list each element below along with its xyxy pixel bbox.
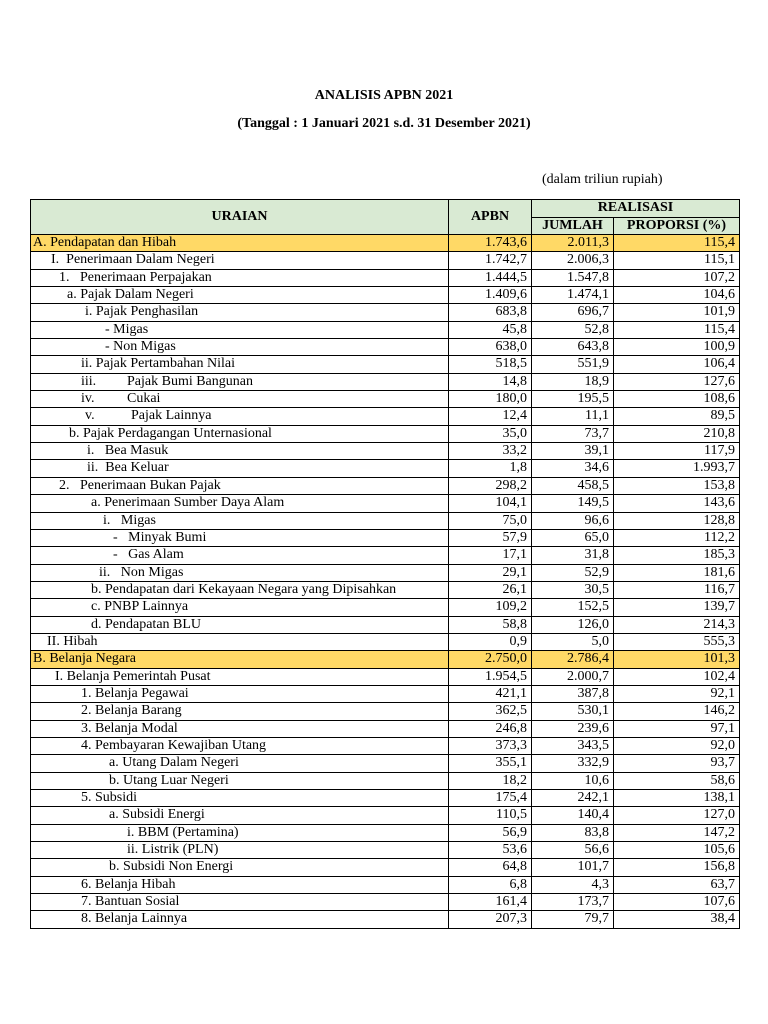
- cell-proporsi: 101,3: [614, 651, 740, 668]
- cell-proporsi: 156,8: [614, 859, 740, 876]
- row-label: 3. Belanja Modal: [81, 720, 178, 736]
- cell-proporsi: 555,3: [614, 633, 740, 650]
- row-label-cell: [31, 807, 449, 824]
- cell-apbn: 14,8: [449, 373, 532, 390]
- cell-proporsi: 108,6: [614, 391, 740, 408]
- cell-jumlah: 242,1: [532, 790, 614, 807]
- cell-apbn: 355,1: [449, 755, 532, 772]
- table-row: [31, 425, 740, 442]
- row-label-cell: [31, 599, 449, 616]
- cell-jumlah: 126,0: [532, 616, 614, 633]
- cell-proporsi: 38,4: [614, 911, 740, 928]
- row-label: a. Pajak Dalam Negeri: [67, 287, 194, 303]
- table-row: [31, 391, 740, 408]
- cell-apbn: 75,0: [449, 512, 532, 529]
- row-label: I. Belanja Pemerintah Pusat: [55, 668, 211, 684]
- cell-apbn: 53,6: [449, 842, 532, 859]
- cell-jumlah: 2.000,7: [532, 668, 614, 685]
- cell-apbn: 57,9: [449, 529, 532, 546]
- row-label-cell: [31, 356, 449, 373]
- apbn-table: [30, 199, 740, 929]
- cell-jumlah: 2.011,3: [532, 235, 614, 252]
- row-label-cell: [31, 460, 449, 477]
- table-row: [31, 460, 740, 477]
- cell-proporsi: 117,9: [614, 443, 740, 460]
- table-row: [31, 824, 740, 841]
- cell-proporsi: 92,1: [614, 685, 740, 702]
- cell-jumlah: 332,9: [532, 755, 614, 772]
- row-label-cell: [31, 529, 449, 546]
- table-row: [31, 668, 740, 685]
- table-row: [31, 651, 740, 668]
- row-label: 7. Bantuan Sosial: [81, 894, 180, 910]
- cell-jumlah: 39,1: [532, 443, 614, 460]
- cell-proporsi: 93,7: [614, 755, 740, 772]
- table-row: [31, 703, 740, 720]
- cell-jumlah: 4,3: [532, 876, 614, 893]
- cell-jumlah: 173,7: [532, 894, 614, 911]
- cell-proporsi: 181,6: [614, 564, 740, 581]
- row-label-cell: [31, 685, 449, 702]
- cell-proporsi: 138,1: [614, 790, 740, 807]
- row-label: i. Migas: [103, 512, 156, 528]
- cell-jumlah: 65,0: [532, 529, 614, 546]
- row-label: 5. Subsidi: [81, 790, 138, 805]
- cell-proporsi: 63,7: [614, 876, 740, 893]
- page-title: ANALISIS APBN 2021: [314, 88, 454, 103]
- table-row: [31, 755, 740, 772]
- row-label-cell: [31, 373, 449, 390]
- row-label-cell: [31, 824, 449, 841]
- cell-proporsi: 58,6: [614, 772, 740, 789]
- cell-proporsi: 115,4: [614, 235, 740, 252]
- cell-apbn: 18,2: [449, 772, 532, 789]
- cell-jumlah: 30,5: [532, 581, 614, 598]
- cell-proporsi: 185,3: [614, 547, 740, 564]
- row-label-cell: [31, 425, 449, 442]
- cell-jumlah: 83,8: [532, 824, 614, 841]
- row-label-cell: [31, 408, 449, 425]
- cell-jumlah: 56,6: [532, 842, 614, 859]
- row-label-cell: [31, 287, 449, 304]
- table-body: [31, 235, 740, 929]
- cell-apbn: 161,4: [449, 894, 532, 911]
- cell-jumlah: 2.006,3: [532, 252, 614, 269]
- row-label-cell: [31, 651, 449, 668]
- table-row: [31, 790, 740, 807]
- cell-jumlah: 52,9: [532, 564, 614, 581]
- row-label-cell: [31, 252, 449, 269]
- row-label: i. Bea Masuk: [87, 443, 169, 459]
- row-label-cell: [31, 842, 449, 859]
- cell-proporsi: 100,9: [614, 339, 740, 356]
- row-label: i. BBM (Pertamina): [127, 824, 239, 840]
- row-label-cell: [31, 235, 449, 252]
- row-label: i. Pajak Penghasilan: [85, 304, 199, 320]
- cell-jumlah: 1.474,1: [532, 287, 614, 304]
- table-row: [31, 737, 740, 754]
- cell-proporsi: 210,8: [614, 425, 740, 442]
- cell-apbn: 638,0: [449, 339, 532, 356]
- table-row: [31, 235, 740, 252]
- cell-jumlah: 5,0: [532, 633, 614, 650]
- cell-proporsi: 153,8: [614, 477, 740, 494]
- table-row: [31, 599, 740, 616]
- row-label: 2. Belanja Barang: [81, 703, 182, 719]
- row-label-cell: [31, 269, 449, 286]
- row-label: 4. Pembayaran Kewajiban Utang: [81, 737, 267, 753]
- cell-proporsi: 102,4: [614, 668, 740, 685]
- row-label: - Migas: [105, 321, 149, 337]
- table-row: [31, 581, 740, 598]
- cell-proporsi: 112,2: [614, 529, 740, 546]
- row-label: 1. Penerimaan Perpajakan: [59, 269, 212, 285]
- table-row: [31, 633, 740, 650]
- cell-apbn: 421,1: [449, 685, 532, 702]
- row-label: a. Subsidi Energi: [109, 807, 205, 823]
- cell-apbn: 207,3: [449, 911, 532, 928]
- cell-apbn: 1.409,6: [449, 287, 532, 304]
- cell-apbn: 518,5: [449, 356, 532, 373]
- header-jumlah: JUMLAH: [532, 217, 614, 235]
- cell-proporsi: 107,2: [614, 269, 740, 286]
- cell-jumlah: 387,8: [532, 685, 614, 702]
- row-label-cell: [31, 772, 449, 789]
- cell-apbn: 246,8: [449, 720, 532, 737]
- row-label: c. PNBP Lainnya: [91, 599, 189, 615]
- cell-jumlah: 343,5: [532, 737, 614, 754]
- row-label-cell: [31, 790, 449, 807]
- cell-proporsi: 147,2: [614, 824, 740, 841]
- cell-apbn: 104,1: [449, 495, 532, 512]
- row-label: Pajak Lainnya: [131, 408, 212, 424]
- row-label-cell: [31, 321, 449, 338]
- cell-apbn: 298,2: [449, 477, 532, 494]
- table-row: [31, 876, 740, 893]
- cell-jumlah: 140,4: [532, 807, 614, 824]
- row-label: - Minyak Bumi: [113, 529, 207, 545]
- cell-proporsi: 115,1: [614, 252, 740, 269]
- cell-apbn: 12,4: [449, 408, 532, 425]
- cell-apbn: 29,1: [449, 564, 532, 581]
- row-numeral: iii.: [81, 373, 97, 389]
- row-label-cell: [31, 443, 449, 460]
- cell-jumlah: 696,7: [532, 304, 614, 321]
- cell-jumlah: 2.786,4: [532, 651, 614, 668]
- row-label: II. Hibah: [47, 633, 98, 649]
- cell-proporsi: 127,6: [614, 373, 740, 390]
- cell-jumlah: 79,7: [532, 911, 614, 928]
- cell-jumlah: 52,8: [532, 321, 614, 338]
- row-label: - Non Migas: [105, 339, 176, 355]
- cell-apbn: 45,8: [449, 321, 532, 338]
- row-label-cell: [31, 755, 449, 772]
- cell-proporsi: 106,4: [614, 356, 740, 373]
- cell-apbn: 1.743,6: [449, 235, 532, 252]
- cell-jumlah: 73,7: [532, 425, 614, 442]
- row-label: B. Belanja Negara: [33, 651, 137, 667]
- cell-proporsi: 107,6: [614, 894, 740, 911]
- row-label: b. Subsidi Non Energi: [109, 859, 234, 875]
- row-label-cell: [31, 894, 449, 911]
- cell-apbn: 26,1: [449, 581, 532, 598]
- cell-apbn: 683,8: [449, 304, 532, 321]
- table-row: [31, 269, 740, 286]
- cell-jumlah: 530,1: [532, 703, 614, 720]
- cell-apbn: 1,8: [449, 460, 532, 477]
- cell-apbn: 109,2: [449, 599, 532, 616]
- cell-jumlah: 551,9: [532, 356, 614, 373]
- row-label-cell: [31, 911, 449, 928]
- row-label-cell: [31, 668, 449, 685]
- row-label: ii. Non Migas: [99, 564, 184, 580]
- cell-proporsi: 115,4: [614, 321, 740, 338]
- row-label-cell: [31, 633, 449, 650]
- table-row: [31, 512, 740, 529]
- cell-apbn: 1.444,5: [449, 269, 532, 286]
- cell-proporsi: 143,6: [614, 495, 740, 512]
- row-label-cell: [31, 703, 449, 720]
- row-label: b. Pajak Perdagangan Unternasional: [69, 425, 272, 441]
- row-label: A. Pendapatan dan Hibah: [33, 235, 177, 250]
- cell-jumlah: 10,6: [532, 772, 614, 789]
- row-label-cell: [31, 391, 449, 408]
- row-label-cell: [31, 581, 449, 598]
- row-label-cell: [31, 859, 449, 876]
- row-label: Cukai: [127, 391, 161, 407]
- row-label-cell: [31, 339, 449, 356]
- cell-jumlah: 195,5: [532, 391, 614, 408]
- row-label: ii. Bea Keluar: [87, 460, 169, 476]
- table-row: [31, 685, 740, 702]
- cell-proporsi: 146,2: [614, 703, 740, 720]
- cell-jumlah: 11,1: [532, 408, 614, 425]
- cell-apbn: 17,1: [449, 547, 532, 564]
- cell-jumlah: 31,8: [532, 547, 614, 564]
- cell-apbn: 6,8: [449, 876, 532, 893]
- header-apbn: APBN: [449, 200, 532, 235]
- cell-proporsi: 104,6: [614, 287, 740, 304]
- cell-jumlah: 34,6: [532, 460, 614, 477]
- cell-apbn: 58,8: [449, 616, 532, 633]
- cell-proporsi: 127,0: [614, 807, 740, 824]
- row-label: ii. Listrik (PLN): [127, 842, 219, 858]
- table-row: [31, 720, 740, 737]
- cell-jumlah: 239,6: [532, 720, 614, 737]
- cell-apbn: 56,9: [449, 824, 532, 841]
- table-row: [31, 408, 740, 425]
- row-label: 6. Belanja Hibah: [81, 876, 176, 892]
- row-label-cell: [31, 512, 449, 529]
- row-label-cell: [31, 720, 449, 737]
- cell-proporsi: 92,0: [614, 737, 740, 754]
- unit-note: (dalam triliun rupiah): [542, 172, 663, 187]
- row-label: 2. Penerimaan Bukan Pajak: [59, 477, 221, 493]
- cell-jumlah: 96,6: [532, 512, 614, 529]
- table-row: [31, 842, 740, 859]
- cell-proporsi: 214,3: [614, 616, 740, 633]
- row-label-cell: [31, 737, 449, 754]
- row-numeral: iv.: [81, 391, 95, 407]
- table-row: [31, 772, 740, 789]
- cell-jumlah: 149,5: [532, 495, 614, 512]
- row-label: b. Pendapatan dari Kekayaan Negara yang Dipisahkan: [91, 581, 397, 597]
- row-label: b. Utang Luar Negeri: [109, 772, 229, 788]
- row-label-cell: [31, 616, 449, 633]
- table-row: [31, 564, 740, 581]
- cell-apbn: 110,5: [449, 807, 532, 824]
- row-label-cell: [31, 477, 449, 494]
- cell-jumlah: 643,8: [532, 339, 614, 356]
- table-row: [31, 321, 740, 338]
- cell-apbn: 2.750,0: [449, 651, 532, 668]
- table-row: [31, 807, 740, 824]
- row-label: a. Utang Dalam Negeri: [109, 755, 239, 771]
- row-label: - Gas Alam: [113, 547, 184, 563]
- table-row: [31, 616, 740, 633]
- table-row: [31, 894, 740, 911]
- row-label: Pajak Bumi Bangunan: [127, 373, 253, 389]
- cell-jumlah: 152,5: [532, 599, 614, 616]
- cell-jumlah: 1.547,8: [532, 269, 614, 286]
- row-label-cell: [31, 564, 449, 581]
- table-row: [31, 443, 740, 460]
- page-subtitle: (Tanggal : 1 Januari 2021 s.d. 31 Desember 2021): [237, 116, 531, 131]
- cell-jumlah: 101,7: [532, 859, 614, 876]
- row-label-cell: [31, 547, 449, 564]
- cell-proporsi: 97,1: [614, 720, 740, 737]
- cell-apbn: 1.742,7: [449, 252, 532, 269]
- cell-apbn: 64,8: [449, 859, 532, 876]
- row-label: a. Penerimaan Sumber Daya Alam: [91, 495, 285, 511]
- cell-proporsi: 128,8: [614, 512, 740, 529]
- row-label-cell: [31, 876, 449, 893]
- cell-apbn: 33,2: [449, 443, 532, 460]
- header-proporsi: PROPORSI (%): [614, 217, 740, 235]
- table-row: [31, 911, 740, 928]
- table-row: [31, 339, 740, 356]
- cell-jumlah: 18,9: [532, 373, 614, 390]
- row-label: 1. Belanja Pegawai: [81, 685, 189, 701]
- row-label-cell: [31, 304, 449, 321]
- table-row: [31, 529, 740, 546]
- cell-apbn: 35,0: [449, 425, 532, 442]
- row-label-cell: [31, 495, 449, 512]
- table-row: [31, 495, 740, 512]
- cell-apbn: 373,3: [449, 737, 532, 754]
- cell-proporsi: 139,7: [614, 599, 740, 616]
- cell-proporsi: 1.993,7: [614, 460, 740, 477]
- table-row: [31, 373, 740, 390]
- cell-proporsi: 101,9: [614, 304, 740, 321]
- row-numeral: v.: [85, 408, 95, 424]
- cell-jumlah: 458,5: [532, 477, 614, 494]
- table-row: [31, 304, 740, 321]
- cell-proporsi: 116,7: [614, 581, 740, 598]
- row-label: 8. Belanja Lainnya: [81, 911, 188, 927]
- row-label: ii. Pajak Pertambahan Nilai: [81, 356, 235, 372]
- row-label: d. Pendapatan BLU: [91, 616, 202, 632]
- cell-proporsi: 105,6: [614, 842, 740, 859]
- row-label: I. Penerimaan Dalam Negeri: [51, 252, 215, 268]
- cell-apbn: 1.954,5: [449, 668, 532, 685]
- cell-apbn: 180,0: [449, 391, 532, 408]
- cell-apbn: 175,4: [449, 790, 532, 807]
- cell-apbn: 0,9: [449, 633, 532, 650]
- table-row: [31, 477, 740, 494]
- header-realisasi: REALISASI: [532, 200, 740, 218]
- table-row: [31, 547, 740, 564]
- table-row: [31, 356, 740, 373]
- cell-proporsi: 89,5: [614, 408, 740, 425]
- table-row: [31, 252, 740, 269]
- table-row: [31, 287, 740, 304]
- table-row: [31, 859, 740, 876]
- cell-apbn: 362,5: [449, 703, 532, 720]
- header-uraian: URAIAN: [31, 200, 449, 235]
